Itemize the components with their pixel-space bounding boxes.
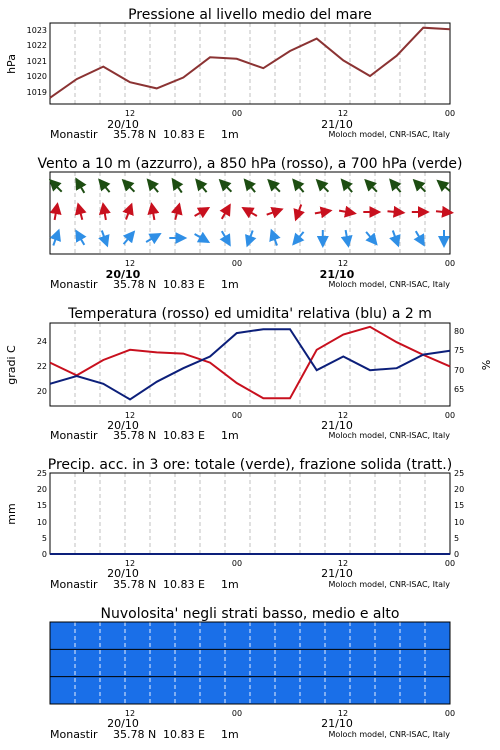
date-label: 21/10 — [321, 118, 353, 131]
cloud-cell — [150, 622, 176, 649]
wind-arrow — [148, 180, 158, 192]
cloud-cell — [225, 677, 251, 704]
precip-ytick-right: 10 — [454, 518, 465, 527]
wind-arrow — [293, 232, 303, 244]
location-lat: 35.78 N — [113, 728, 157, 741]
cloud-cell — [350, 677, 376, 704]
cloud-cell — [375, 649, 401, 676]
rh-ytick: 70 — [454, 366, 465, 375]
wind-arrow — [393, 231, 398, 246]
wind-arrow — [416, 231, 424, 245]
pressure-ytick: 1021 — [26, 57, 47, 66]
wind-arrow — [388, 211, 404, 212]
location-name: Monastir — [50, 128, 98, 141]
date-label: 21/10 — [321, 567, 353, 580]
location-lat: 35.78 N — [113, 278, 157, 291]
rh-ytick: 65 — [454, 385, 465, 394]
pressure-yticks — [27, 26, 47, 97]
cloud-panel — [50, 606, 455, 741]
date-label: 21/10 — [321, 419, 353, 432]
cloud-cell — [325, 622, 351, 649]
date-label: 20/10 — [107, 567, 139, 580]
credit: Moloch model, CNR-ISAC, Italy — [328, 730, 450, 739]
precip-ytick-right: 5 — [454, 534, 460, 543]
cloud-cell — [100, 622, 126, 649]
wind-arrow — [339, 211, 355, 214]
time-tick: 00 — [231, 259, 243, 268]
credit: Moloch model, CNR-ISAC, Italy — [328, 431, 450, 440]
cloud-cell — [350, 649, 376, 676]
temp-yticks — [37, 337, 47, 396]
wind-arrow — [126, 205, 132, 220]
cloud-cell — [375, 622, 401, 649]
location-name: Monastir — [50, 728, 98, 741]
cloud-cells — [50, 622, 451, 704]
cloud-cell — [300, 622, 326, 649]
precip-ylabel: mm — [5, 503, 18, 525]
wind-arrow — [436, 211, 452, 212]
cloud-cell — [225, 649, 251, 676]
cloud-xticks — [107, 709, 455, 730]
wind-arrow — [438, 181, 450, 191]
cloud-cell — [425, 677, 451, 704]
precip-yticks-right — [454, 469, 464, 559]
wind-arrow — [195, 234, 209, 242]
wind-arrow — [55, 204, 58, 220]
precip-ytick-right: 0 — [454, 550, 460, 559]
cloud-cell — [50, 622, 76, 649]
time-tick: 12 — [124, 259, 136, 268]
rh-yticks — [454, 327, 464, 394]
cloud-cell — [175, 677, 201, 704]
pressure-ytick: 1020 — [26, 72, 47, 81]
cloud-cell — [150, 677, 176, 704]
date-label: 21/10 — [321, 717, 353, 730]
wind-arrow — [78, 204, 82, 219]
cloud-cell — [100, 649, 126, 676]
temp-ylabel: gradi C — [5, 345, 18, 385]
precip-frame — [50, 473, 450, 554]
time-tick: 00 — [231, 411, 243, 420]
cloud-cell — [325, 649, 351, 676]
precip-ytick: 25 — [36, 469, 47, 478]
time-tick: 12 — [124, 709, 136, 718]
cloud-cell — [300, 649, 326, 676]
time-tick: 00 — [444, 559, 456, 568]
temp-ytick: 20 — [36, 387, 47, 396]
precip-ytick: 15 — [36, 501, 47, 510]
pressure-ytick: 1019 — [26, 88, 47, 97]
wind-arrow — [103, 204, 106, 220]
time-tick: 00 — [231, 109, 243, 118]
precip-ytick: 20 — [36, 485, 47, 494]
wind-arrow — [293, 180, 303, 192]
location-lat: 35.78 N — [113, 128, 157, 141]
cloud-cell — [100, 677, 126, 704]
rh-ytick: 80 — [454, 327, 465, 336]
location-lon: 10.83 E — [163, 728, 205, 741]
location-name: Monastir — [50, 429, 98, 442]
location-alt: 1m — [221, 578, 239, 591]
pressure-ytick: 1022 — [26, 41, 47, 50]
wind-arrow — [414, 180, 425, 191]
cloud-cell — [75, 622, 101, 649]
precip-ytick-right: 15 — [454, 501, 465, 510]
wind-arrow — [146, 234, 160, 242]
cloud-cell — [275, 677, 301, 704]
time-tick: 12 — [124, 109, 136, 118]
time-tick: 00 — [444, 259, 456, 268]
wind-arrow — [76, 231, 84, 245]
time-tick: 12 — [337, 709, 349, 718]
cloud-cell — [125, 649, 151, 676]
wind-arrow — [220, 180, 231, 191]
wind-arrow — [317, 180, 328, 191]
temp-ytick: 22 — [36, 362, 47, 371]
precip-panel — [5, 457, 464, 591]
date-label: 20/10 — [107, 118, 139, 131]
time-tick: 00 — [231, 709, 243, 718]
wind-arrow — [390, 180, 400, 192]
wind-arrow — [196, 180, 206, 192]
cloud-cell — [225, 622, 251, 649]
wind-arrow — [173, 179, 182, 192]
pressure-ylabel: hPa — [5, 54, 18, 74]
cloud-cell — [75, 649, 101, 676]
temp-ytick: 24 — [36, 337, 47, 346]
location-alt: 1m — [221, 429, 239, 442]
precip-xticks — [107, 559, 455, 580]
precip-ytick-right: 25 — [454, 469, 465, 478]
time-tick: 12 — [337, 411, 349, 420]
cloud-cell — [275, 622, 301, 649]
date-label: 20/10 — [107, 717, 139, 730]
cloud-cell — [350, 622, 376, 649]
wind-arrow — [315, 211, 331, 214]
cloud-cell — [250, 649, 276, 676]
cloud-cell — [200, 649, 226, 676]
wind-arrows — [50, 179, 452, 246]
cloud-cell — [300, 677, 326, 704]
cloud-cell — [150, 649, 176, 676]
wind-arrow — [272, 231, 278, 246]
cloud-cell — [125, 677, 151, 704]
wind-arrow — [195, 208, 209, 216]
credit: Moloch model, CNR-ISAC, Italy — [328, 280, 450, 289]
time-tick: 00 — [444, 709, 456, 718]
location-alt: 1m — [221, 728, 239, 741]
cloud-cell — [375, 677, 401, 704]
cloud-cell — [425, 622, 451, 649]
location-lon: 10.83 E — [163, 128, 205, 141]
precip-ytick: 10 — [36, 518, 47, 527]
cloud-cell — [250, 677, 276, 704]
precip-ytick: 0 — [41, 550, 47, 559]
time-tick: 00 — [444, 109, 456, 118]
wind-title: Vento a 10 m (azzurro), a 850 hPa (rosso), a 700 hPa (verde) — [37, 156, 463, 172]
temp-rh-title: Temperatura (rosso) ed umidita' relativa (blu) a 2 m — [68, 306, 432, 322]
pressure-panel — [5, 7, 455, 141]
time-tick: 12 — [124, 559, 136, 568]
cloud-cell — [175, 649, 201, 676]
temp-rh-grid — [75, 323, 425, 406]
cloud-cell — [425, 649, 451, 676]
precip-yticks-left — [37, 469, 47, 559]
location-name: Monastir — [50, 278, 98, 291]
cloud-cell — [400, 622, 426, 649]
wind-arrow — [267, 209, 282, 214]
temp-rh-panel — [5, 306, 493, 442]
credit: Moloch model, CNR-ISAC, Italy — [328, 580, 450, 589]
precip-title: Precip. acc. in 3 ore: totale (verde), frazione solida (tratt.) — [47, 457, 453, 473]
cloud-cell — [125, 622, 151, 649]
location-lat: 35.78 N — [113, 429, 157, 442]
rh-ylabel: % — [480, 359, 493, 371]
rh-ytick: 75 — [454, 346, 465, 355]
date-label: 20/10 — [107, 419, 139, 432]
wind-arrow — [222, 205, 230, 219]
cloud-cell — [75, 677, 101, 704]
cloud-cell — [400, 649, 426, 676]
wind-panel — [37, 156, 462, 291]
wind-arrow — [53, 231, 58, 246]
location-alt: 1m — [221, 128, 239, 141]
cloud-cell — [400, 677, 426, 704]
wind-arrow — [50, 180, 61, 191]
wind-arrow — [99, 180, 109, 192]
time-tick: 12 — [124, 411, 136, 420]
cloud-cell — [200, 677, 226, 704]
precip-ytick-right: 20 — [454, 485, 465, 494]
cloud-cell — [50, 677, 76, 704]
location-lon: 10.83 E — [163, 278, 205, 291]
cloud-cell — [200, 622, 226, 649]
location-lon: 10.83 E — [163, 578, 205, 591]
wind-arrow — [342, 180, 352, 192]
wind-arrow — [152, 204, 155, 220]
location-name: Monastir — [50, 578, 98, 591]
cloud-cell — [175, 622, 201, 649]
precip-grid — [75, 473, 425, 554]
credit: Moloch model, CNR-ISAC, Italy — [328, 130, 450, 139]
temp-rh-xticks — [107, 411, 455, 432]
cloud-cell — [325, 677, 351, 704]
date-label: 20/10 — [105, 268, 141, 281]
wind-arrow — [76, 179, 84, 193]
pressure-xticks — [107, 109, 455, 131]
time-tick: 12 — [337, 559, 349, 568]
cloud-cell — [275, 649, 301, 676]
wind-arrow — [175, 204, 179, 219]
wind-arrow — [222, 231, 230, 245]
cloud-cell — [50, 649, 76, 676]
time-tick: 12 — [337, 259, 349, 268]
wind-arrow — [102, 231, 107, 246]
cloud-cell — [250, 622, 276, 649]
wind-arrow — [346, 230, 349, 246]
cloud-title: Nuvolosita' negli strati basso, medio e alto — [100, 606, 400, 622]
wind-xticks — [106, 259, 455, 281]
pressure-ytick: 1023 — [26, 26, 47, 35]
pressure-title: Pressione al livello medio del mare — [128, 7, 372, 23]
time-tick: 12 — [337, 109, 349, 118]
time-tick: 00 — [444, 411, 456, 420]
time-tick: 00 — [231, 559, 243, 568]
location-alt: 1m — [221, 278, 239, 291]
date-label: 21/10 — [319, 268, 355, 281]
location-lon: 10.83 E — [163, 429, 205, 442]
location-lat: 35.78 N — [113, 578, 157, 591]
wind-arrow — [269, 180, 280, 191]
precip-ytick: 5 — [41, 534, 47, 543]
